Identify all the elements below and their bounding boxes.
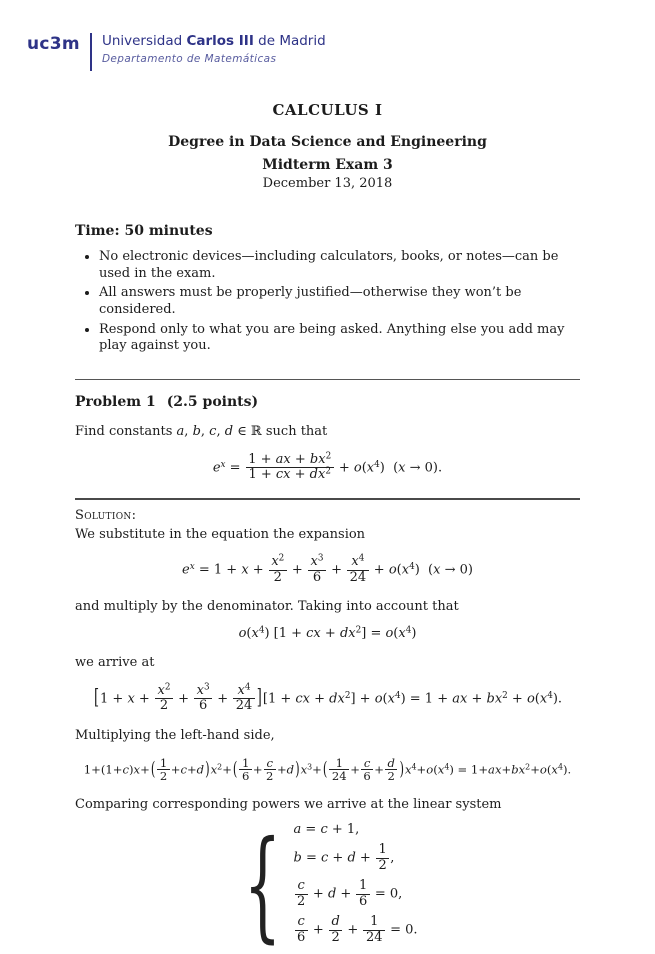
university-name xyxy=(102,33,326,49)
university-name-bold: Carlos III xyxy=(186,33,254,49)
logo-divider xyxy=(90,33,92,71)
solution-label: Solution: xyxy=(75,507,137,523)
bracket-equation: [1 + x + $\frac{x^2}{2}$ + $\frac{x^3}{6}$ + $\frac{x^4}{24}$ ][1 + cx + $dx^2] + o(x^4) = 1$ + ax + $bx^2 + o(x^4)$. xyxy=(93,682,563,714)
problem-intro-math: a, b, c, d ∈ ℝ xyxy=(176,424,262,440)
solution-paragraph-compare: Comparing corresponding powers we arrive at the linear system xyxy=(75,797,502,813)
linear-system xyxy=(75,813,580,954)
long-equation: 1+(1+c)x+( $\frac{1}{2}$ $+c+d)x^2+$( $\frac{1}{6}$ + $\frac{c}{2}$ $+d)x^3+$( $\frac{1}{24}$ + $\frac{c}{6}$ + $\frac{d}{2}$ )$x^4+o(x^4) = 1+ax+bx^2+o(x^4)$. xyxy=(83,755,572,784)
problem-title: Problem 1 xyxy=(75,394,156,411)
problem-intro xyxy=(75,423,580,441)
rule-item: • No electronic devices—including calculators, books, or notes—can be used in the exam. xyxy=(99,249,580,283)
university-name-pre: Universidad xyxy=(101,33,187,49)
problem-heading xyxy=(75,394,580,410)
logo-text xyxy=(102,33,326,65)
department-name: Departamento de Matemáticas xyxy=(101,53,277,66)
system-equation-3: $\frac{c}{2}$ + d + $\frac{1}{6}$ = 0, xyxy=(294,879,403,909)
problem-intro-pre: Find constants xyxy=(75,424,177,440)
expansion-equation: $e^x = 1 + x$ + $\frac{x^2}{2}$ + $\frac{x^3}{6}$ + $\frac{x^4}{24}$ + $o(x^4) (x \to 0)$ xyxy=(182,553,473,585)
uc3m-logo-abbr: uc3m xyxy=(27,34,80,54)
system-equation-4: $\frac{c}{6}$ + $\frac{d}{2}$ + $\frac{1}{24}$ = 0. xyxy=(294,915,418,945)
university-logo xyxy=(27,33,580,71)
rule-item: • Respond only to what you are being asked. Anything else you add may play against you. xyxy=(99,322,580,356)
solution-divider xyxy=(75,498,580,500)
exam-rules-list xyxy=(99,249,580,355)
solution-paragraph-arrive: we arrive at xyxy=(75,655,155,671)
system-equation-1: a = c + 1, xyxy=(293,822,360,838)
degree-title: Degree in Data Science and Engineering xyxy=(168,134,487,150)
time-label: Time: 50 minutes xyxy=(75,223,213,239)
university-name-post: de Madrid xyxy=(253,33,326,49)
problem-intro-post: such that xyxy=(261,424,328,440)
problem-points: (2.5 points) xyxy=(166,394,259,411)
section-divider xyxy=(75,379,580,380)
exam-header xyxy=(75,101,580,191)
problem-equation: $e^x$ = $\frac{1 + ax + bx^2}{1 + cx + dx^2}$ + $o(x^4) (x \to 0)$. xyxy=(212,451,443,483)
course-title: CALCULUS I xyxy=(272,101,383,119)
system-equation-2: b = c + d + $\frac{1}{2}$ , xyxy=(293,842,395,873)
rule-item: • All answers must be properly justified—otherwise they won’t be considered. xyxy=(99,285,580,319)
o-small-equation: $o(x^4) [1$ + cx + $dx^2] = o(x^4)$ xyxy=(238,625,417,641)
system-equations xyxy=(294,822,418,945)
solution-paragraph-expansion: We substitute in the equation the expansion xyxy=(75,526,366,542)
system-brace: { xyxy=(244,813,282,954)
exam-date: December 13, 2018 xyxy=(262,176,393,191)
solution-paragraph-lhs: Multiplying the left-hand side, xyxy=(75,727,275,743)
solution-paragraph-multiply: and multiply by the denominator. Taking into account that xyxy=(75,599,459,615)
exam-title: Midterm Exam 3 xyxy=(262,157,393,173)
